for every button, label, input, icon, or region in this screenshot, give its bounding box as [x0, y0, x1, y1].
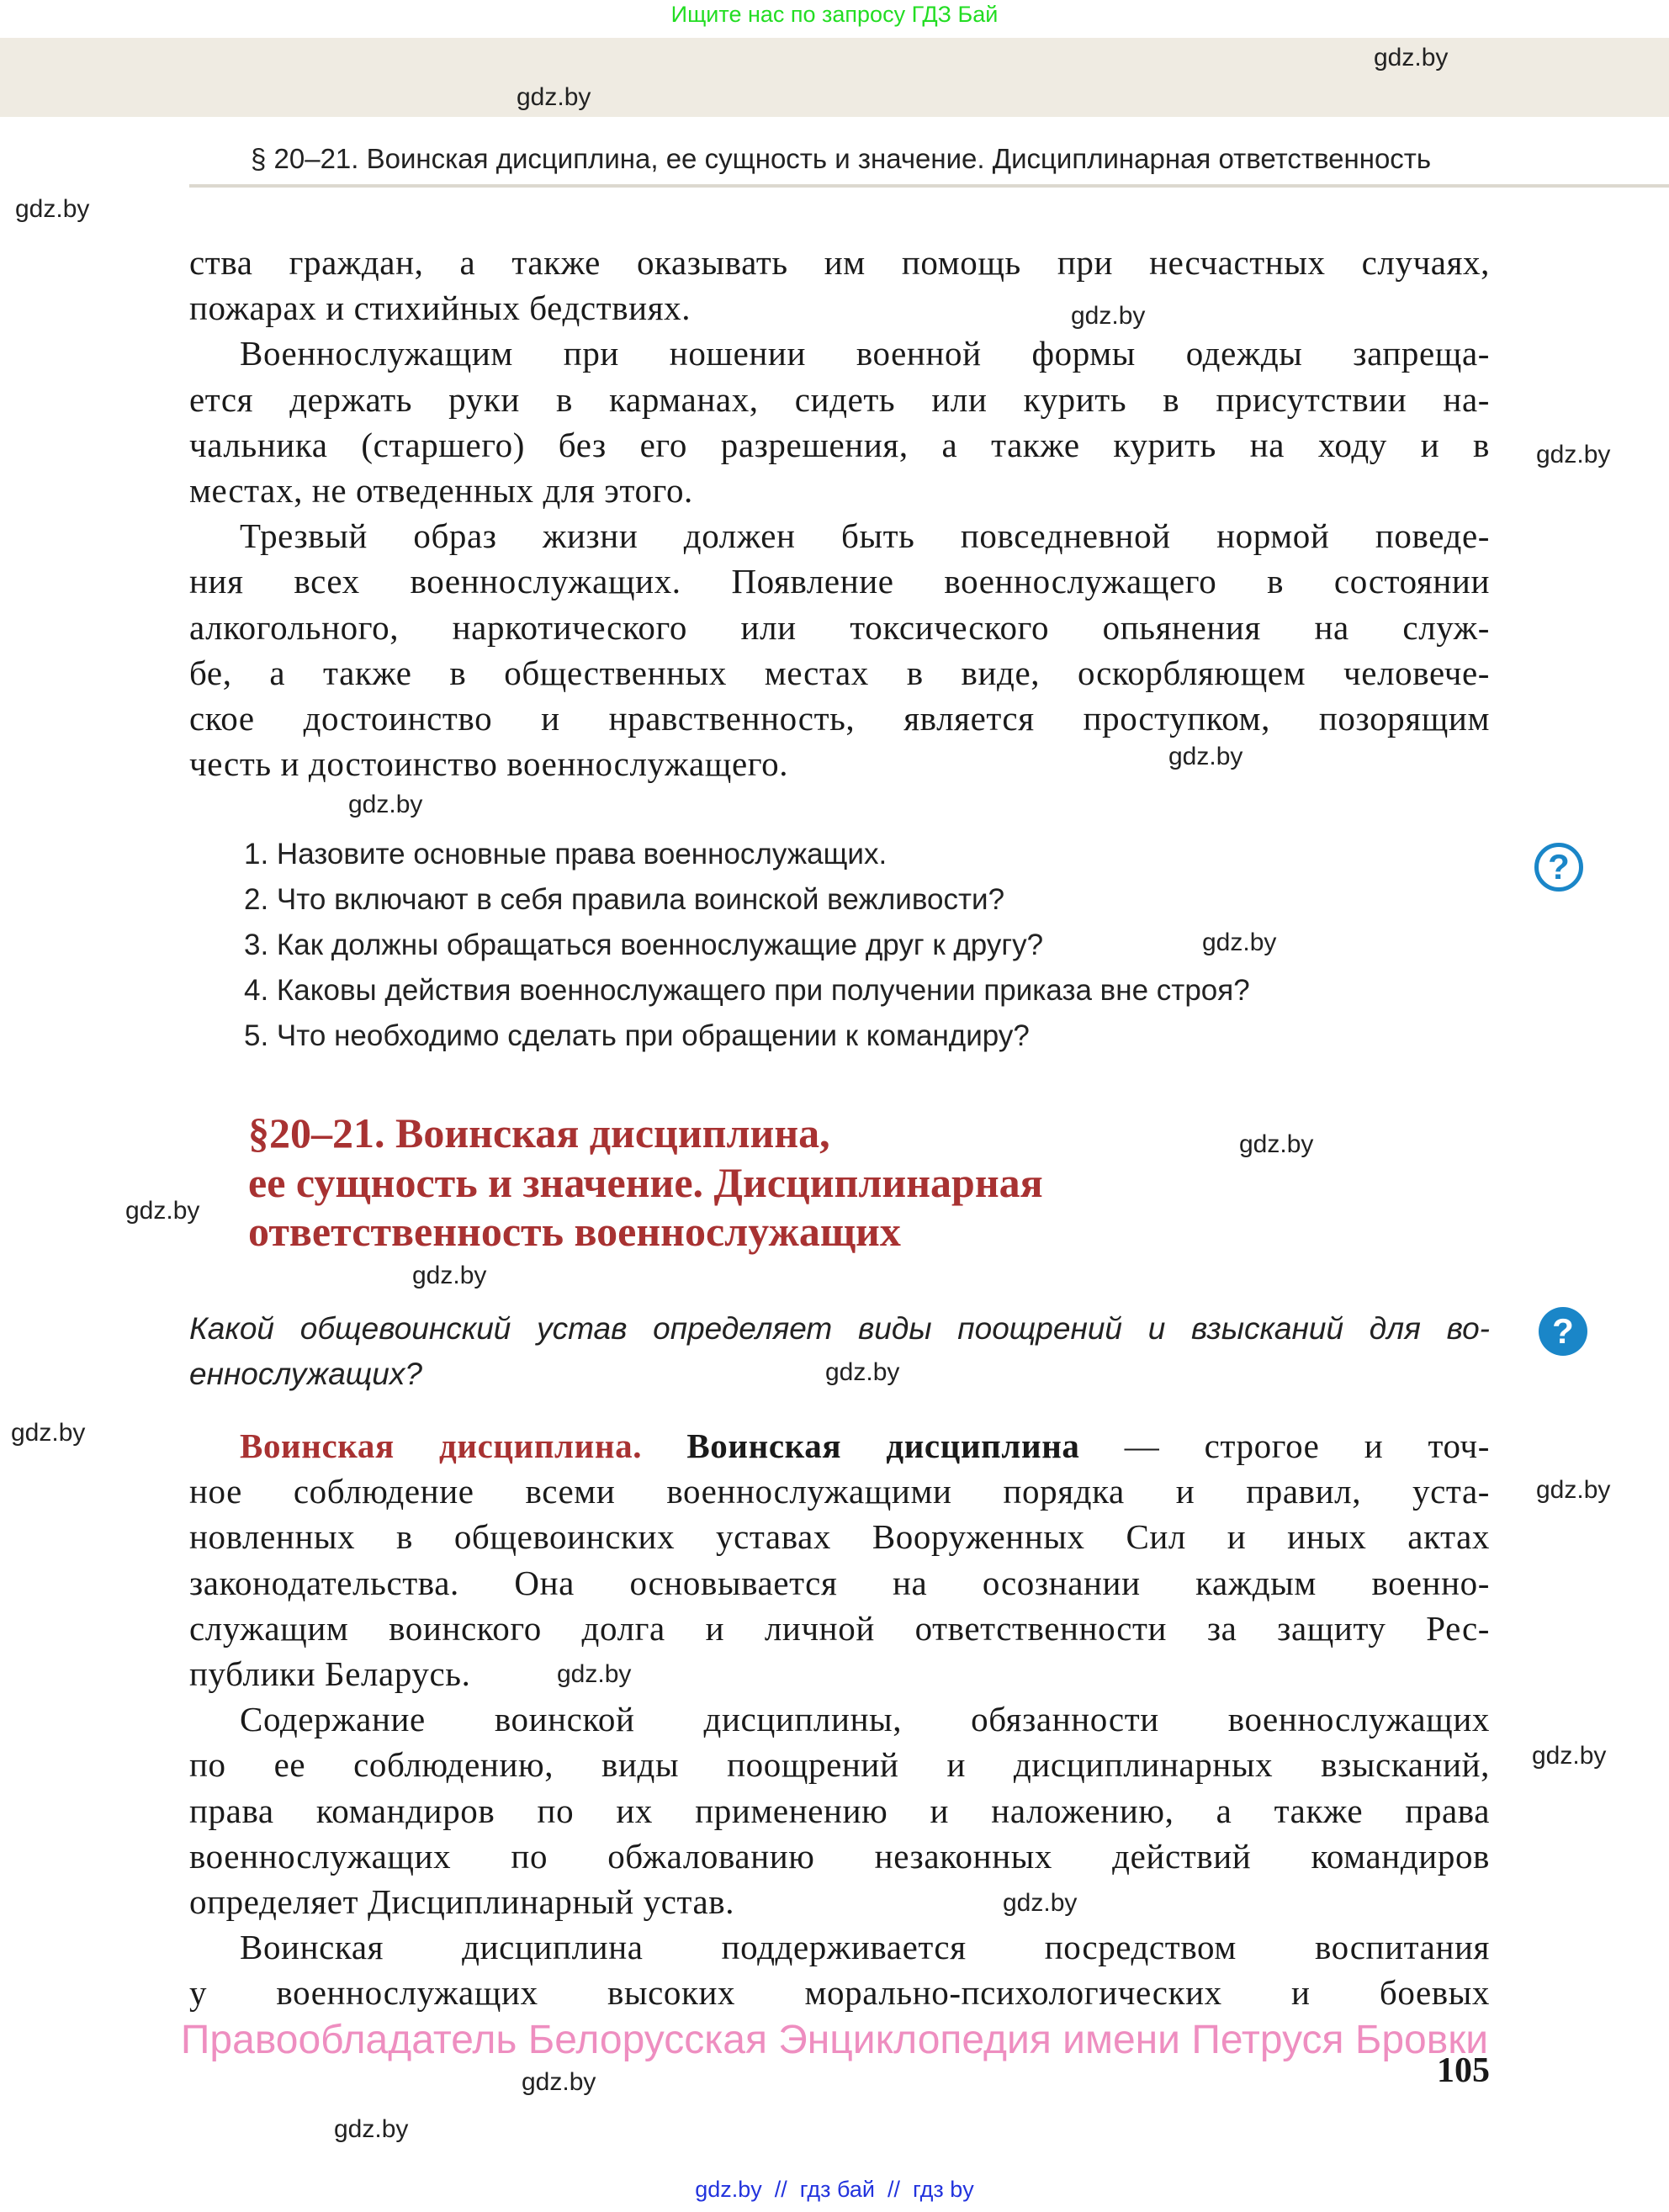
definition-start: — строгое и точ-: [1079, 1426, 1491, 1465]
watermark: gdz.by: [1532, 1742, 1607, 1770]
text-line: по ее соблюдению, виды поощрений и дисциплинарных взысканий,: [189, 1745, 1490, 1785]
question-item: 5. Что необходимо сделать при обращении к командиру?: [244, 1019, 1030, 1052]
text-line: пожарах и стихийных бедствиях.: [189, 288, 691, 328]
footer-links[interactable]: gdz.by // гдз бай // гдз by: [695, 2177, 974, 2202]
term-bold: Воинская дисциплина: [686, 1426, 1080, 1465]
watermark: gdz.by: [1071, 302, 1146, 330]
search-hint: Ищите нас по запросу ГДЗ Бай: [670, 2, 999, 27]
heading-line: ответственность военнослужащих: [248, 1208, 901, 1255]
text-line: чальника (старшего) без его разрешения, а также курить на ходу и в: [189, 425, 1490, 464]
question-item: 2. Что включают в себя правила воинской вежливости?: [244, 883, 1005, 916]
watermark: gdz.by: [825, 1358, 900, 1386]
text-line: ское достоинство и нравственность, является проступком, позорящим: [189, 698, 1490, 738]
text-line: местах, не отведенных для этого.: [189, 470, 693, 510]
text-line: Трезвый образ жизни должен быть повседневной нормой поведе-: [240, 516, 1490, 556]
body-text-main: [189, 1423, 1490, 2015]
watermark: gdz.by: [125, 1197, 200, 1225]
watermark: gdz.by: [522, 2068, 596, 2096]
text-line: права командиров по их применению и наложению, а также права: [189, 1791, 1490, 1830]
intro-question: [189, 1306, 1490, 1397]
body-text-intro: [189, 240, 1490, 786]
watermark: gdz.by: [1536, 441, 1611, 468]
watermark: gdz.by: [15, 195, 90, 223]
text-line: Военнослужащим при ношении военной формы одежды запреща-: [240, 334, 1490, 373]
term-red: Воинская дисциплина.: [240, 1426, 643, 1465]
question-mark-icon: ?: [1534, 843, 1583, 892]
text-line: законодательства. Она основывается на осознании каждым военно-: [189, 1563, 1490, 1602]
text-line: алкогольного, наркотического или токсического опьянения на служ-: [189, 607, 1490, 647]
text-line: ется держать руки в карманах, сидеть или курить в присутствии на-: [189, 379, 1490, 419]
question-item: 1. Назовите основные права военнослужащих.: [244, 838, 887, 871]
section-heading: [248, 1109, 1043, 1257]
watermark: gdz.by: [517, 83, 591, 111]
text-line: еннослужащих?: [189, 1357, 422, 1392]
review-questions: [244, 832, 1250, 1059]
question-item: 3. Как должны обращаться военнослужащие друг к другу?: [244, 929, 1044, 961]
text-line: у военнослужащих высоких морально-психологических и боевых: [189, 1973, 1490, 2013]
watermark: gdz.by: [557, 1660, 632, 1688]
heading-line: §20–21. Воинская дисциплина,: [248, 1109, 830, 1156]
text-line: публики Беларусь.: [189, 1654, 471, 1693]
watermark: gdz.by: [1003, 1889, 1078, 1917]
running-header: § 20–21. Воинская дисциплина, ее сущность и значение. Дисциплинарная ответственность: [251, 143, 1432, 174]
watermark: gdz.by: [1536, 1476, 1611, 1504]
question-item: 4. Каковы действия военнослужащего при получении приказа вне строя?: [244, 974, 1250, 1007]
text-line: ства граждан, а также оказывать им помощь при несчастных случаях,: [189, 243, 1490, 282]
text-line: военнослужащих по обжалованию незаконных действий командиров: [189, 1836, 1490, 1876]
watermark: gdz.by: [11, 1419, 86, 1447]
text-line: честь и достоинство военнослужащего.: [189, 744, 789, 784]
copyright-notice: Правообладатель Белорусская Энциклопедия имени Петруся Бровки: [180, 2018, 1489, 2062]
watermark: gdz.by: [1202, 929, 1277, 956]
text-line: ное соблюдение всеми военнослужащими порядка и правил, уста-: [189, 1472, 1490, 1511]
watermark: gdz.by: [1374, 44, 1449, 71]
text-line: [189, 1423, 1490, 1468]
question-mark-icon: ?: [1539, 1307, 1587, 1356]
watermark: gdz.by: [1239, 1130, 1314, 1158]
watermark: gdz.by: [412, 1262, 487, 1289]
text-line: Воинская дисциплина поддерживается посредством воспитания: [240, 1928, 1490, 1967]
page-number: 105: [1437, 2051, 1490, 2090]
text-line: служащим воинского долга и личной ответственности за защиту Рес-: [189, 1608, 1490, 1648]
text-line: Содержание воинской дисциплины, обязанности военнослужащих: [240, 1700, 1490, 1739]
watermark: gdz.by: [348, 791, 423, 818]
text-line: определяет Дисциплинарный устав.: [189, 1881, 735, 1921]
heading-line: ее сущность и значение. Дисциплинарная: [248, 1158, 1043, 1206]
watermark: gdz.by: [1168, 743, 1243, 770]
text-line: Какой общевоинский устав определяет виды поощрений и взысканий для во-: [189, 1311, 1490, 1346]
watermark: gdz.by: [334, 2115, 409, 2143]
text-line: ния всех военнослужащих. Появление военнослужащего в состоянии: [189, 562, 1490, 601]
text-line: бе, а также в общественных местах в виде, оскорбляющем человече-: [189, 653, 1490, 692]
header-divider: [189, 184, 1669, 188]
text-line: новленных в общевоинских уставах Вооруженных Сил и иных актах: [189, 1517, 1490, 1557]
